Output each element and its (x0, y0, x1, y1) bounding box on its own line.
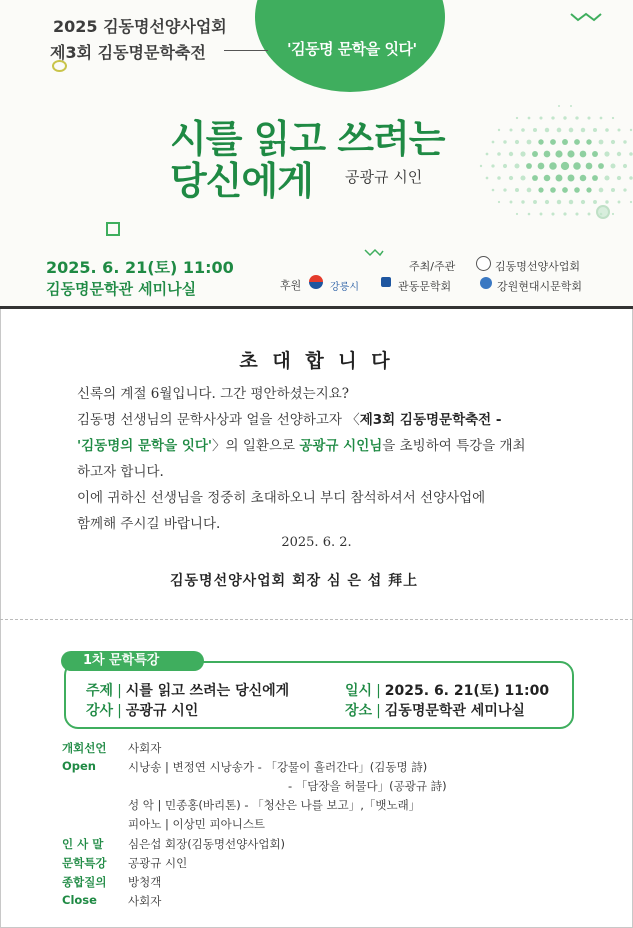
halftone-dot (629, 152, 633, 156)
divider-dash (224, 50, 268, 51)
halftone-dot (623, 188, 626, 191)
schedule-value: 심은섭 회장(김동명선양사업회) (128, 837, 286, 851)
halftone-dot (520, 151, 525, 156)
halftone-dot (569, 128, 574, 133)
halftone-dot (587, 116, 590, 119)
halftone-dot (509, 128, 512, 131)
halftone-dot (611, 188, 615, 192)
zigzag-icon (364, 248, 384, 257)
place-row: 장소 | 김동명문학관 세미나실 (345, 703, 525, 719)
halftone-dot (605, 128, 609, 132)
topic-row: 주제 | 시를 읽고 쓰려는 당신에게 (86, 683, 290, 699)
society-logo-icon (381, 277, 391, 287)
halftone-dot (623, 164, 627, 168)
banner-place: 김동명문학관 세미나실 (46, 280, 197, 298)
halftone-dot (593, 128, 597, 132)
banner-org-year: 2025 김동명선양사업회 (53, 17, 227, 36)
schedule-label: 인 사 말 (62, 837, 104, 851)
halftone-dot (539, 116, 542, 119)
halftone-dot (586, 163, 593, 170)
ring-decoration (52, 60, 67, 72)
halftone-dot (586, 187, 591, 192)
org-logo-icon (476, 256, 491, 271)
schedule-label: Close (62, 893, 97, 907)
halftone-dot (549, 162, 557, 170)
halftone-dot (574, 139, 580, 145)
halftone-dot (551, 116, 554, 119)
event-banner (0, 0, 633, 306)
schedule-value: 피아노 | 이상민 피아니스트 (128, 817, 266, 831)
halftone-dot (533, 128, 537, 132)
society-logo-icon (480, 277, 492, 289)
halftone-dot (528, 117, 531, 120)
schedule-value: 시낭송 | 변정연 시낭송가 - 「강물이 흘러간다」(김동명 詩) (128, 760, 428, 774)
halftone-dot (510, 201, 513, 204)
halftone-dot (486, 153, 489, 156)
halftone-dot (575, 116, 578, 119)
letter-signature: 김동명선양사업회 회장 심 은 섭 拜上 (170, 573, 419, 589)
halftone-dot (599, 140, 604, 145)
schedule-value: - 「담장을 허물다」(공광규 詩) (288, 779, 447, 793)
halftone-dot (588, 213, 591, 216)
letter-date: 2025. 6. 2. (281, 535, 352, 550)
date-row: 일시 | 2025. 6. 21(토) 11:00 (345, 683, 550, 699)
halftone-dot (598, 163, 604, 169)
banner-poet: 공광규 시인 (345, 168, 423, 186)
schedule-value: 공광규 시인 (128, 856, 188, 870)
lecturer-row: 강사 | 공광규 시인 (86, 703, 199, 719)
halftone-dot (498, 129, 500, 131)
halftone-dot (611, 164, 616, 169)
halftone-dot (545, 200, 549, 204)
halftone-dot (593, 200, 597, 204)
sponsor-label: 후원 (280, 279, 302, 292)
halftone-dot (515, 188, 519, 192)
halftone-dot (600, 117, 603, 120)
halftone-dot (586, 139, 591, 144)
halftone-dot (492, 141, 495, 144)
schedule-value: 성 악 | 민종홍(바리톤) - 「청산은 나를 보고」,「뱃노래」 (128, 798, 421, 812)
letter-line: 함께해 주시길 바랍니다. (77, 516, 221, 532)
halftone-dot (557, 128, 562, 133)
halftone-dot (556, 175, 563, 182)
schedule-label: 종합질의 (62, 875, 107, 889)
halftone-dot (528, 213, 531, 216)
halftone-dot (630, 201, 632, 203)
halftone-dot (521, 200, 524, 203)
halftone-dot (538, 139, 543, 144)
halftone-dot (520, 175, 525, 180)
halftone-dot (509, 176, 513, 180)
banner-title-line2: 당신에게 (170, 159, 313, 203)
letter-line: 김동명 선생님의 문학사상과 얼을 선양하고자 〈제3회 김동명문학축전 - (77, 412, 502, 428)
banner-title-line1: 시를 읽고 쓰려는 (170, 117, 445, 161)
halftone-dot (480, 165, 482, 167)
halftone-dot (617, 152, 621, 156)
halftone-dot (555, 150, 562, 157)
halftone-dot (630, 129, 632, 131)
halftone-dot (503, 164, 507, 168)
halftone-dot (568, 175, 575, 182)
halftone-dot (521, 128, 525, 132)
halftone-dot (533, 200, 537, 204)
halftone-dot (592, 175, 598, 181)
halftone-dot (570, 105, 572, 107)
halftone-dot (611, 140, 615, 144)
schedule-label: Open (62, 759, 96, 773)
halftone-dot (592, 151, 598, 157)
halftone-dot (574, 187, 580, 193)
halftone-dot (550, 187, 556, 193)
halftone-dot (557, 200, 561, 204)
halftone-dot (612, 213, 614, 215)
schedule-value: 방청객 (128, 875, 162, 889)
banner-date: 2025. 6. 21(토) 11:00 (46, 258, 234, 277)
halftone-dot (599, 188, 604, 193)
schedule-value: 사회자 (128, 894, 162, 908)
letter-line: 신록의 계절 6월입니다. 그간 평안하셨는지요? (77, 386, 350, 402)
halftone-dot (605, 200, 608, 203)
halftone-dot (623, 140, 626, 143)
schedule-label: 문학특강 (62, 856, 107, 870)
halftone-dot (532, 151, 538, 157)
square-decoration (106, 222, 120, 236)
halftone-dot (551, 212, 554, 215)
halftone-dot (532, 175, 538, 181)
halftone-dot (604, 175, 609, 180)
schedule-label: 개회선언 (62, 741, 107, 755)
halftone-dot (516, 117, 518, 119)
halftone-dot (581, 128, 585, 132)
halftone-dot (562, 139, 568, 145)
halftone-dot (563, 212, 566, 215)
halftone-dot (561, 162, 569, 170)
halftone-dot (569, 200, 573, 204)
host-org: 김동명선양사업회 (495, 260, 581, 273)
halftone-dot (538, 187, 543, 192)
halftone-dot (526, 163, 532, 169)
halftone-dot (516, 213, 518, 215)
halftone-dot (563, 116, 566, 119)
halftone-dot (573, 162, 581, 170)
halftone-dot (629, 176, 633, 180)
halftone-dot (617, 128, 620, 131)
halftone-dot (540, 213, 543, 216)
letter-line: '김동명의 문학을 잇다'〉의 일환으로 공광규 시인님을 초빙하여 특강을 개최 (77, 438, 526, 454)
halftone-dot (527, 188, 532, 193)
schedule-value: 사회자 (128, 741, 162, 755)
halftone-dot (604, 151, 609, 156)
halftone-dot (497, 176, 501, 180)
halftone-dot (567, 150, 574, 157)
halftone-dot (618, 201, 621, 204)
sponsor-3: 강원현대시문학회 (497, 280, 583, 293)
halftone-dot (580, 151, 587, 158)
halftone-dot (527, 140, 532, 145)
halftone-dot (617, 176, 621, 180)
zigzag-icon (570, 12, 602, 22)
sponsor-2: 관동문학회 (398, 280, 452, 293)
halftone-dot (600, 213, 603, 216)
halftone-dot (491, 164, 494, 167)
halftone-dot (503, 140, 506, 143)
halftone-dot (562, 187, 568, 193)
halftone-dot (492, 189, 495, 192)
banner-slogan: '김동명 문학을 잇다' (287, 40, 417, 58)
halftone-dot (538, 163, 545, 170)
halftone-dot (612, 117, 614, 119)
sponsor-1: 강릉시 (330, 282, 359, 293)
halftone-dot (550, 139, 556, 145)
letter-line: 하고자 합니다. (77, 464, 164, 480)
letter-line: 이에 귀하신 선생님을 정중히 초대하오니 부디 참석하셔서 선양사업에 (77, 490, 486, 506)
lecture-tab: 1차 문학특강 (61, 651, 204, 671)
halftone-dot (575, 212, 578, 215)
halftone-dot (497, 152, 501, 156)
halftone-dot (509, 152, 513, 156)
city-logo-icon (309, 275, 323, 289)
halftone-dot (558, 105, 560, 107)
halftone-dot (486, 177, 489, 180)
letter-paragraph (77, 381, 577, 537)
halftone-dot (581, 200, 585, 204)
banner-separator (0, 306, 633, 309)
halftone-dot (544, 151, 551, 158)
banner-festival: 제3회 김동명문학축전 (50, 43, 206, 62)
letter-title: 초 대 합 니 다 (239, 350, 394, 372)
halftone-dot (545, 128, 549, 132)
section-divider (0, 619, 633, 620)
halftone-dot (544, 175, 551, 182)
halftone-dot (503, 188, 506, 191)
halftone-dot (498, 201, 500, 203)
halftone-dot (515, 164, 520, 169)
halftone-dot (580, 175, 587, 182)
halftone-dot (515, 140, 519, 144)
host-label: 주최/주관 (409, 260, 456, 273)
